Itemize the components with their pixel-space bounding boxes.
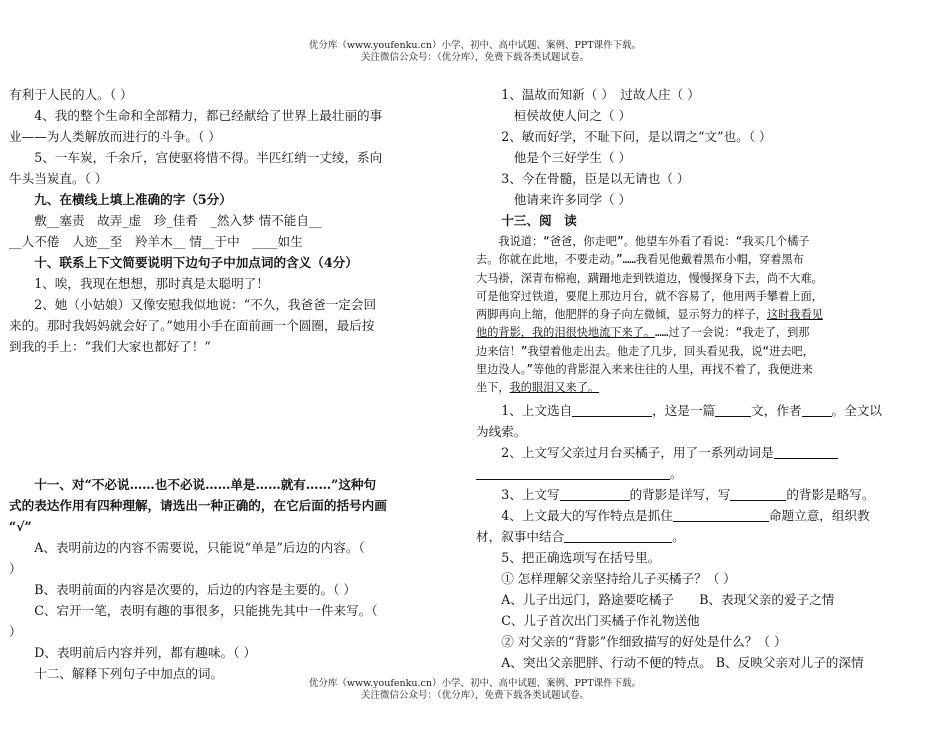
option-a-cont: ） xyxy=(9,561,22,576)
footer-line-2: 关注微信公众号：（优分库），免费下载各类试题试卷。 xyxy=(360,690,589,701)
reading-passage xyxy=(476,233,930,398)
passage-text: 两脚再向上缩，他肥胖的身子向左微倾，显示努力的样子， xyxy=(476,308,767,322)
answer-blank[interactable] xyxy=(715,402,751,417)
page-header xyxy=(0,40,950,64)
answer-space xyxy=(9,357,443,474)
underlined-sentence: 我的眼泪又来了。 xyxy=(509,381,600,395)
q4-text: 命题立意，组织教 xyxy=(768,507,870,523)
page-footer xyxy=(0,678,950,702)
passage-line xyxy=(476,324,930,342)
text-line: 1、唉，我现在想想，那时真是太聪明了！ xyxy=(9,276,269,291)
question-4-cont xyxy=(476,526,930,547)
q1-text: ，这是一篇 xyxy=(652,402,716,418)
passage-line: 我说道：“爸爸，你走吧”。他望车外看了看说：“我买几个橘子 xyxy=(476,235,810,248)
passage-line: 可是他穿过铁道，要爬上那边月台，就不容易了，他用两手攀着上面， xyxy=(476,289,823,303)
q4-text: 材，叙事中结合 xyxy=(476,528,565,544)
text-line: __人不倦 人迹__至 羚羊木__ 情__于中 ____如生 xyxy=(9,234,303,249)
q1-text: 。全文以 xyxy=(831,402,882,418)
question-5-1-option-c: C、儿子首次出门买橘子作礼物送他 xyxy=(476,612,700,628)
answer-blank[interactable] xyxy=(476,465,670,480)
section-11-title-cont: 式的表达作用有四种理解，请选出一种正确的，在它后面的括号内画 xyxy=(9,498,387,513)
option-b: B、表明前面的内容是次要的，后边的内容是主要的。（ ） xyxy=(9,582,356,597)
q2-text: 2、上文写父亲过月台买橘子，用了一系列动词是 xyxy=(476,444,774,460)
text-line: 4、我的整个生命和全部精力，都已经献给了世界上最壮丽的事 xyxy=(9,108,383,123)
answer-blank[interactable] xyxy=(572,402,652,417)
q4-text: 4、上文最大的写作特点是抓住 xyxy=(476,507,673,523)
footer-line-1: 优分库（www.youfenku.cn）小学、初中、高中试题、案例、PPT课件下载。 xyxy=(308,678,642,689)
question-2-cont xyxy=(476,463,930,484)
text-line: 1、温故而知新（ ） 过故人庄（ ） xyxy=(476,87,700,102)
question-5-2: ② 对父亲的“背影”作细致描写的好处是什么？（ ） xyxy=(476,633,787,649)
text-line: 他是个三好学生（ ） xyxy=(476,150,632,165)
answer-blank[interactable] xyxy=(774,444,838,459)
text-line: 敷__塞责 故弄_虚 珍_佳肴 _然入梦 情不能自__ xyxy=(9,213,322,228)
answer-blank[interactable] xyxy=(560,486,630,501)
section-13-title: 十三、阅 读 xyxy=(476,213,577,228)
q3-text: 的背影是详写，写 xyxy=(629,486,731,502)
section-10-title: 十、联系上下文简要说明下边句子中加点词的含义（4分） xyxy=(9,255,358,270)
left-column xyxy=(9,84,443,684)
passage-text: 坐下， xyxy=(476,381,510,395)
text-line: 他请来许多同学（ ） xyxy=(476,192,632,207)
question-5-1-options: A、儿子出远门，路途要吃橘子 B、表现父亲的爱子之情 xyxy=(476,591,835,607)
option-c-cont: ） xyxy=(9,624,22,639)
question-1 xyxy=(476,400,930,421)
passage-line xyxy=(476,306,930,324)
text-line: 有利于人民的人。（ ） xyxy=(9,87,133,102)
option-c: C、宕开一笔，表明有趣的事很多，只能挑先其中一件来写。（ xyxy=(9,603,378,618)
text-line: 到我的手上：“我们大家也都好了！” xyxy=(9,339,211,354)
right-column xyxy=(476,84,930,673)
q1-text: 文，作者 xyxy=(751,402,802,418)
passage-line: 里边没人。”等他的背影混入来来往往的人里，再找不着了，我便进来 xyxy=(476,363,813,377)
option-d: D、表明前后内容并列，都有趣味。（ ） xyxy=(9,645,257,660)
section-11-title: 十一、对“不必说……也不必说……单是……就有……”这种句 xyxy=(9,477,377,492)
question-5-1: ① 怎样理解父亲坚持给儿子买橘子？（ ） xyxy=(476,570,736,586)
option-a: A、表明前边的内容不需要说，只能说“单是”后边的内容。（ xyxy=(9,540,365,555)
q2-text: 。 xyxy=(670,465,683,481)
passage-text: ……过了一会说：“我走了，到那 xyxy=(655,326,810,340)
text-line: 3、今在骨髓，臣是以无请也（ ） xyxy=(476,171,690,186)
text-line: 5、一车炭，千余斤，宫使驱将惜不得。半匹红绡一丈绫，系向 xyxy=(9,150,383,165)
section-11-title-cont: “√” xyxy=(9,519,32,534)
header-line-2: 关注微信公众号：（优分库），免费下载各类试题试卷。 xyxy=(360,52,589,63)
header-line-1: 优分库（www.youfenku.cn）小学、初中、高中试题、案例、PPT课件下载。 xyxy=(308,40,642,51)
text-line: 2、她（小姑娘）又像安慰我似地说：“不久，我爸爸一定会回 xyxy=(9,297,377,312)
passage-line: 大马褂，深青布棉袍，蹒跚地走到铁道边，慢慢探身下去，尚不大难。 xyxy=(476,271,823,285)
section-12-title: 十二、解释下列句子中加点的词。 xyxy=(9,666,224,681)
q3-text: 的背影是略写。 xyxy=(786,486,875,502)
answer-blank[interactable] xyxy=(564,528,672,543)
question-5: 5、把正确选项写在括号里。 xyxy=(476,549,661,565)
answer-blank[interactable] xyxy=(673,507,769,522)
q4-text: 。 xyxy=(672,528,685,544)
q3-text: 3、上文写 xyxy=(476,486,560,502)
answer-blank[interactable] xyxy=(730,486,786,501)
text-line: 牛头当炭直。（ ） xyxy=(9,171,108,186)
text-line: 桓侯故使人问之（ ） xyxy=(476,108,632,123)
q1-text: 1、上文选自 xyxy=(476,402,573,418)
text-line: 业——为人类解放而进行的斗争。（ ） xyxy=(9,129,221,144)
question-2 xyxy=(476,442,930,463)
underlined-sentence: 这时我看见 xyxy=(766,308,823,322)
answer-blank[interactable] xyxy=(802,402,832,417)
passage-line: 边来信！”我望着他走出去。他走了几步，回头看见我，说“进去吧， xyxy=(476,344,814,358)
text-line: 2、敏而好学，不耻下问，是以谓之“文”也。（ ） xyxy=(476,129,772,144)
question-1-cont: 为线索。 xyxy=(476,423,527,439)
text-line: 来的。那时我妈妈就会好了。”她用小手在面前画一个圆圈，最后按 xyxy=(9,318,375,333)
section-9-title: 九、在横线上填上准确的字（5分） xyxy=(9,192,232,207)
question-3 xyxy=(476,484,930,505)
passage-line xyxy=(476,379,930,397)
question-4 xyxy=(476,505,930,526)
passage-line: 去。你就在此地，不要走动。”……我看见他戴着黑布小帽，穿着黑布 xyxy=(476,253,804,267)
underlined-sentence: 他的背影，我的泪很快地流下来了。 xyxy=(476,326,656,340)
question-5-2-options: A、突出父亲肥胖、行动不便的特点。 B、反映父亲对儿子的深情 xyxy=(476,654,864,670)
